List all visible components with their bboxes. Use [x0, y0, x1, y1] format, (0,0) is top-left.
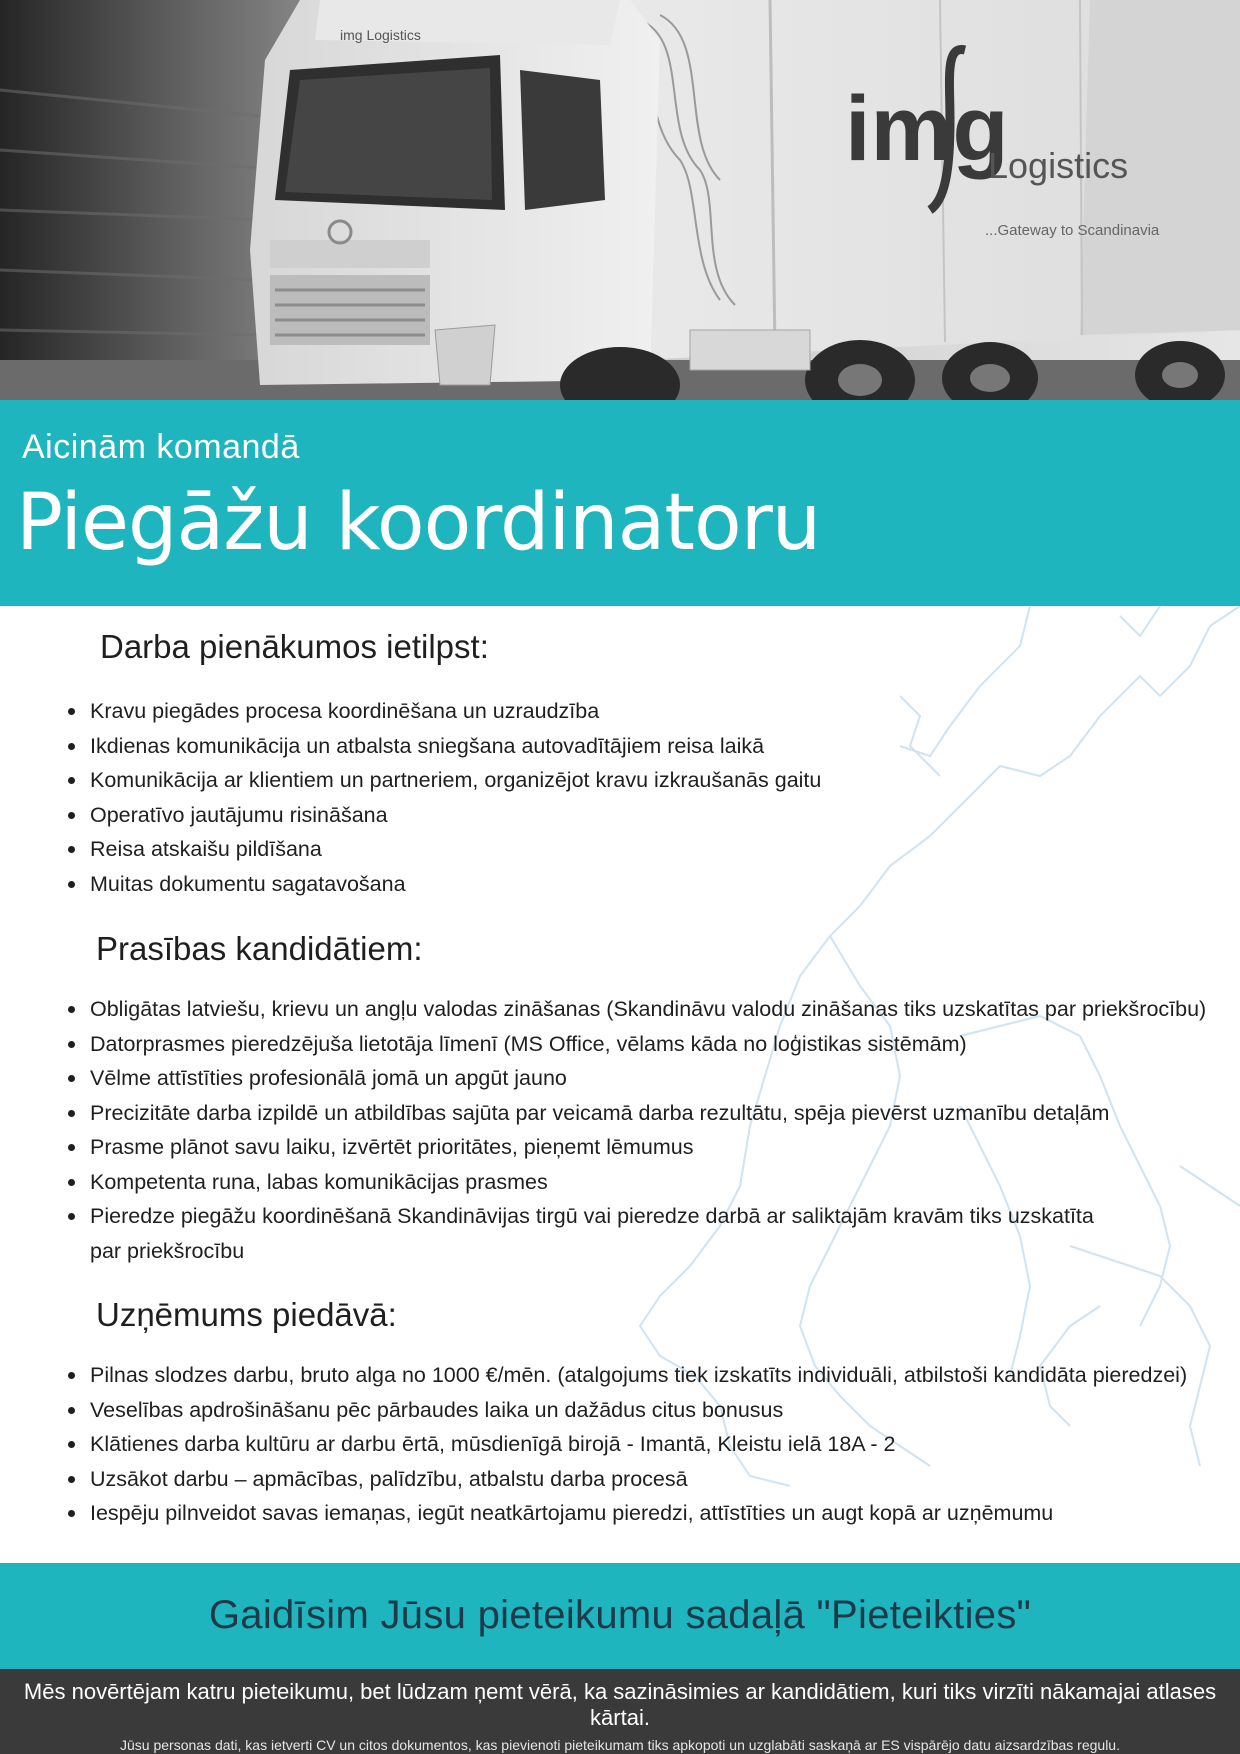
list-item: Datorprasmes pieredzējuša lietotāja līmenī (MS Office, vēlams kāda no loģistikas sistēmām) — [90, 1027, 1210, 1062]
section-heading-duties: Darba pienākumos ietilpst: — [100, 628, 489, 665]
trailer-brand-name: Logistics — [988, 145, 1129, 186]
list-item: Obligātas latviešu, krievu un angļu valodas zināšanas (Skandināvu valodu zināšanas tiks uzskatītas par priekšrocību) — [90, 992, 1210, 1027]
list-item: Ikdienas komunikācija un atbalsta sniegšana autovadītājiem reisa laikā — [90, 729, 1210, 764]
list-item: Pieredze piegāžu koordinēšanā Skandināvijas tirgū vai pieredze darbā ar saliktajām kravām tiks uzskatīta par priekšrocību — [90, 1199, 1130, 1268]
apply-call-to-action — [0, 1563, 1240, 1669]
list-item: Veselības apdrošināšanu pēc pārbaudes laika un dažādus citus bonusus — [90, 1393, 1210, 1428]
hero-truck-photo — [0, 0, 1240, 400]
offer-list — [60, 1358, 1210, 1531]
job-title: Piegāžu koordinatoru — [16, 478, 821, 568]
list-item: Prasme plānot savu laiku, izvērtēt prioritātes, pieņemt lēmumus — [90, 1130, 1210, 1165]
footer-gdpr-note: Jūsu personas dati, kas ietverti CV un citos dokumentos, kas pievienoti pieteikumam tiks apkopoti un uzglabāti saskaņā ar ES vispārējo datu aizsardzības regulu. — [120, 1737, 1120, 1753]
list-item: Muitas dokumentu sagatavošana — [90, 867, 1210, 902]
list-item: Vēlme attīstīties profesionālā jomā un apgūt jauno — [90, 1061, 1210, 1096]
cab-logo: img Logistics — [340, 27, 421, 43]
list-item: Operatīvo jautājumu risināšana — [90, 798, 1210, 833]
list-item: Kravu piegādes procesa koordinēšana un uzraudzība — [90, 694, 1210, 729]
list-item: Precizitāte darba izpildē un atbildības sajūta par veicamā darba rezultātu, spēja pievērst uzmanību detaļām — [90, 1096, 1210, 1131]
banner-subtitle: Aicinām komandā — [22, 428, 300, 466]
footer-notice — [0, 1669, 1240, 1754]
list-item: Pilnas slodzes darbu, bruto alga no 1000 €/mēn. (atalgojums tiek izskatīts individuāli, atbilstoši kandidāta pieredzei) — [90, 1358, 1210, 1393]
trailer-logo: img — [845, 78, 1009, 180]
truck-illustration — [0, 0, 1240, 400]
duties-list — [60, 694, 1210, 901]
footer-main-note: Mēs novērtējam katru pieteikumu, bet lūdzam ņemt vērā, ka sazināsimies ar kandidātiem, kuri tiks virzīti nākamajai atlases kārtai. — [23, 1679, 1217, 1730]
section-heading-offer: Uzņēmums piedāvā: — [96, 1296, 397, 1333]
list-item: Iespēju pilnveidot savas iemaņas, iegūt neatkārtojamu pieredzi, attīstīties un augt kopā ar uzņēmumu — [90, 1496, 1210, 1531]
cta-text: Gaidīsim Jūsu pieteikumu sadaļā "Pieteikties" — [208, 1593, 1032, 1637]
title-banner — [0, 400, 1240, 606]
list-item: Komunikācija ar klientiem un partneriem, organizējot kravu izkraušanās gaitu — [90, 763, 1210, 798]
list-item: Kompetenta runa, labas komunikācijas prasmes — [90, 1165, 1210, 1200]
list-item: Reisa atskaišu pildīšana — [90, 832, 1210, 867]
list-item: Uzsākot darbu – apmācības, palīdzību, atbalstu darba procesā — [90, 1462, 1210, 1497]
list-item: Klātienes darba kultūru ar darbu ērtā, mūsdienīgā birojā - Imantā, Kleistu ielā 18A - 2 — [90, 1427, 1210, 1462]
requirements-list — [60, 992, 1210, 1268]
section-heading-requirements: Prasības kandidātiem: — [96, 930, 423, 967]
trailer-tagline: ...Gateway to Scandinavia — [985, 222, 1160, 239]
